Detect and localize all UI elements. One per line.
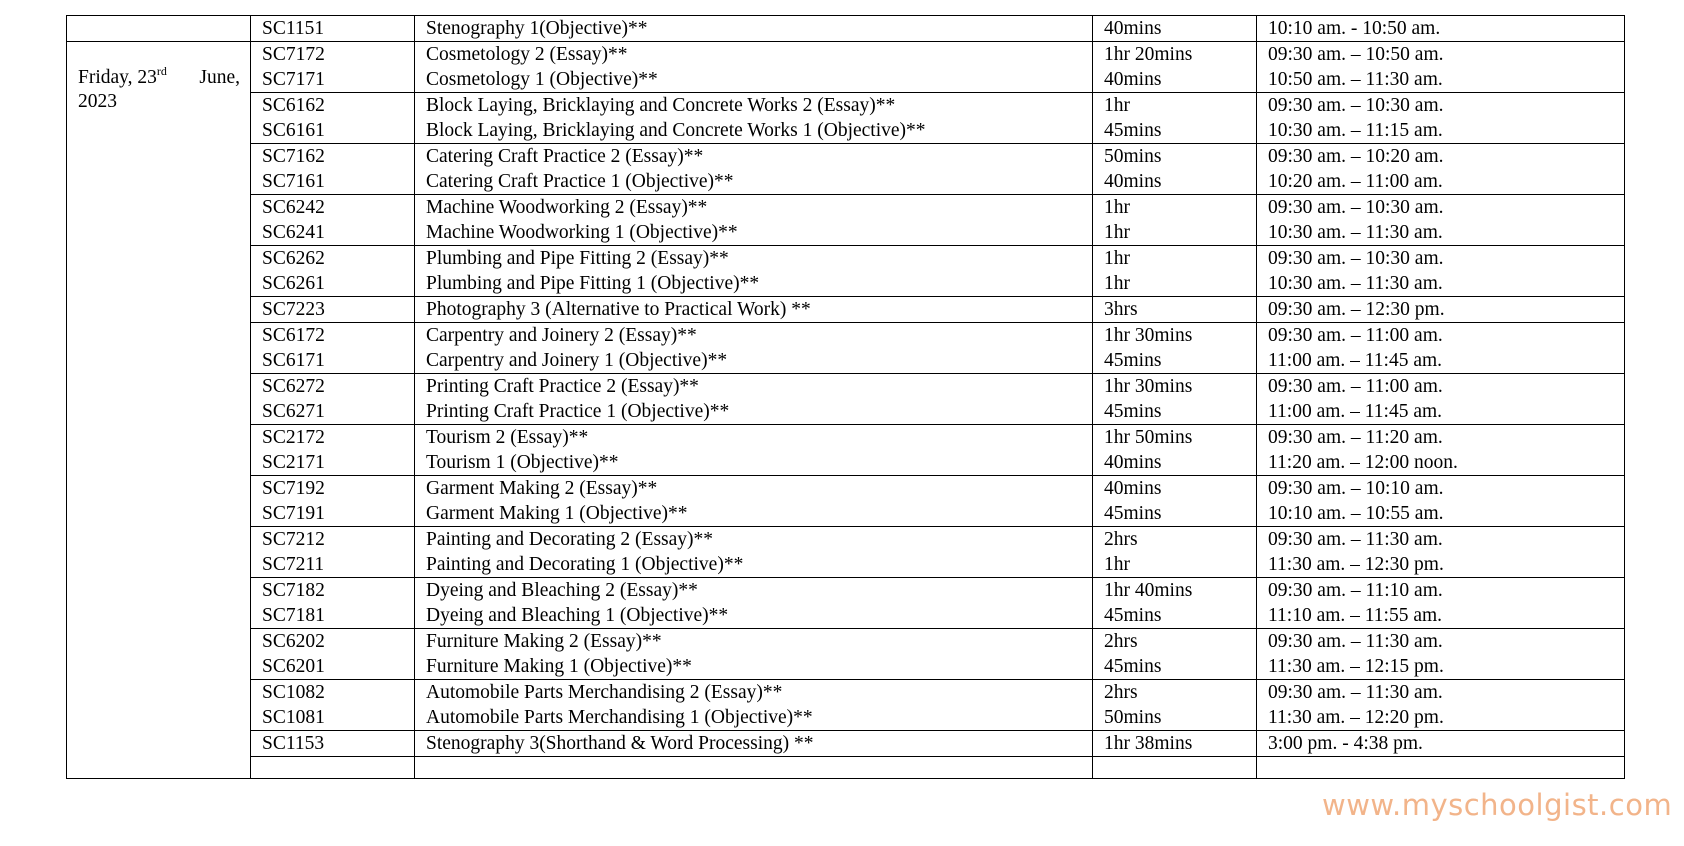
paper-time: 10:20 am. – 11:00 am. bbox=[1268, 171, 1443, 192]
exam-day-year: 2023 bbox=[78, 91, 117, 112]
paper-time: 3:00 pm. - 4:38 pm. bbox=[1268, 733, 1423, 754]
paper-time: 11:30 am. – 12:30 pm. bbox=[1268, 554, 1444, 575]
duration-cell bbox=[1093, 144, 1257, 195]
paper-title: Catering Craft Practice 1 (Objective)** bbox=[426, 171, 734, 192]
paper-duration: 2hrs bbox=[1104, 529, 1138, 550]
time-cell bbox=[1257, 323, 1625, 374]
paper-time: 11:00 am. – 11:45 am. bbox=[1268, 350, 1443, 371]
table-row bbox=[67, 42, 1625, 93]
paper-time: 09:30 am. – 11:00 am. bbox=[1268, 376, 1443, 397]
exam-day-cell bbox=[67, 42, 251, 779]
paper-code: SC6241 bbox=[262, 222, 325, 243]
duration-cell bbox=[1093, 297, 1257, 323]
paper-code-cell bbox=[251, 93, 415, 144]
table-row bbox=[67, 195, 1625, 246]
paper-time: 09:30 am. – 11:30 am. bbox=[1268, 631, 1443, 652]
paper-title: Garment Making 2 (Essay)** bbox=[426, 478, 658, 499]
paper-duration: 1hr bbox=[1104, 248, 1130, 269]
paper-time: 10:10 am. - 10:50 am. bbox=[1268, 18, 1441, 39]
paper-duration: 40mins bbox=[1104, 18, 1162, 39]
time-cell bbox=[1257, 144, 1625, 195]
duration-cell bbox=[1093, 195, 1257, 246]
paper-duration: 40mins bbox=[1104, 69, 1162, 90]
paper-title: Tourism 2 (Essay)** bbox=[426, 427, 589, 448]
paper-title-cell bbox=[415, 527, 1093, 578]
paper-title-cell bbox=[415, 42, 1093, 93]
paper-duration: 50mins bbox=[1104, 146, 1162, 167]
duration-cell bbox=[1093, 246, 1257, 297]
duration-cell bbox=[1093, 731, 1257, 757]
paper-title: Cosmetology 2 (Essay)** bbox=[426, 44, 628, 65]
paper-time: 10:30 am. – 11:15 am. bbox=[1268, 120, 1443, 141]
paper-code: SC6272 bbox=[262, 376, 325, 397]
table-row bbox=[67, 680, 1625, 731]
time-cell bbox=[1257, 476, 1625, 527]
paper-code-cell bbox=[251, 374, 415, 425]
paper-time: 10:30 am. – 11:30 am. bbox=[1268, 222, 1443, 243]
paper-title-cell bbox=[415, 323, 1093, 374]
paper-code: SC1082 bbox=[262, 682, 325, 703]
paper-duration: 1hr 30mins bbox=[1104, 376, 1193, 397]
exam-day-suffix: rd bbox=[156, 64, 167, 78]
paper-time: 09:30 am. – 11:30 am. bbox=[1268, 529, 1443, 550]
paper-duration: 3hrs bbox=[1104, 299, 1138, 320]
paper-code-cell bbox=[251, 323, 415, 374]
time-cell bbox=[1257, 374, 1625, 425]
table-row bbox=[67, 629, 1625, 680]
paper-code-cell bbox=[251, 527, 415, 578]
time-cell bbox=[1257, 195, 1625, 246]
paper-code: SC2172 bbox=[262, 427, 325, 448]
paper-time: 09:30 am. – 10:20 am. bbox=[1268, 146, 1444, 167]
paper-code-cell bbox=[251, 246, 415, 297]
paper-time: 09:30 am. – 11:00 am. bbox=[1268, 325, 1443, 346]
paper-title: Plumbing and Pipe Fitting 2 (Essay)** bbox=[426, 248, 729, 269]
paper-title: Catering Craft Practice 2 (Essay)** bbox=[426, 146, 704, 167]
paper-duration: 45mins bbox=[1104, 401, 1162, 422]
paper-duration: 45mins bbox=[1104, 350, 1162, 371]
paper-title: Automobile Parts Merchandising 2 (Essay)** bbox=[426, 682, 783, 703]
table-row bbox=[67, 93, 1625, 144]
paper-title: Carpentry and Joinery 1 (Objective)** bbox=[426, 350, 728, 371]
paper-code: SC1151 bbox=[262, 18, 325, 39]
paper-duration: 1hr bbox=[1104, 554, 1130, 575]
paper-title: Stenography 1(Objective)** bbox=[426, 18, 648, 39]
paper-duration: 45mins bbox=[1104, 503, 1162, 524]
duration-cell bbox=[1093, 93, 1257, 144]
paper-title: Machine Woodworking 1 (Objective)** bbox=[426, 222, 738, 243]
paper-title: Cosmetology 1 (Objective)** bbox=[426, 69, 658, 90]
paper-time: 09:30 am. – 10:50 am. bbox=[1268, 44, 1444, 65]
paper-title: Furniture Making 1 (Objective)** bbox=[426, 656, 692, 677]
paper-code: SC7223 bbox=[262, 299, 325, 320]
paper-time: 09:30 am. – 11:10 am. bbox=[1268, 580, 1443, 601]
table-row bbox=[67, 425, 1625, 476]
paper-code: SC6242 bbox=[262, 197, 325, 218]
paper-title-cell bbox=[415, 680, 1093, 731]
paper-code-cell bbox=[251, 629, 415, 680]
paper-duration: 45mins bbox=[1104, 605, 1162, 626]
paper-title-cell bbox=[415, 374, 1093, 425]
paper-code: SC6271 bbox=[262, 401, 325, 422]
site-watermark: www.myschoolgist.com bbox=[1322, 788, 1673, 822]
paper-duration: 45mins bbox=[1104, 120, 1162, 141]
paper-duration: 1hr 50mins bbox=[1104, 427, 1193, 448]
paper-code: SC6161 bbox=[262, 120, 325, 141]
exam-day-line bbox=[78, 66, 240, 90]
paper-time: 10:10 am. – 10:55 am. bbox=[1268, 503, 1444, 524]
paper-duration: 40mins bbox=[1104, 171, 1162, 192]
duration-cell bbox=[1093, 42, 1257, 93]
paper-code: SC7181 bbox=[262, 605, 325, 626]
duration-cell bbox=[1093, 16, 1257, 42]
table-row-empty bbox=[67, 757, 1625, 779]
paper-time: 11:30 am. – 12:15 pm. bbox=[1268, 656, 1444, 677]
paper-time: 10:30 am. – 11:30 am. bbox=[1268, 273, 1443, 294]
paper-duration: 50mins bbox=[1104, 707, 1162, 728]
paper-time: 11:30 am. – 12:20 pm. bbox=[1268, 707, 1444, 728]
paper-time: 09:30 am. – 11:30 am. bbox=[1268, 682, 1443, 703]
paper-code: SC7161 bbox=[262, 171, 325, 192]
duration-cell bbox=[1093, 680, 1257, 731]
exam-day-date bbox=[78, 66, 167, 90]
paper-code: SC6261 bbox=[262, 273, 325, 294]
paper-code-cell bbox=[251, 16, 415, 42]
paper-time: 11:20 am. – 12:00 noon. bbox=[1268, 452, 1458, 473]
paper-title-cell bbox=[415, 246, 1093, 297]
paper-time: 09:30 am. – 12:30 pm. bbox=[1268, 299, 1445, 320]
paper-title-cell bbox=[415, 578, 1093, 629]
paper-code: SC7191 bbox=[262, 503, 325, 524]
paper-code-cell bbox=[251, 42, 415, 93]
exam-timetable bbox=[66, 15, 1625, 779]
paper-title: Machine Woodworking 2 (Essay)** bbox=[426, 197, 708, 218]
paper-code: SC7162 bbox=[262, 146, 325, 167]
table-row bbox=[67, 527, 1625, 578]
paper-title-cell bbox=[415, 195, 1093, 246]
time-cell bbox=[1257, 42, 1625, 93]
paper-title-cell bbox=[415, 144, 1093, 195]
table-row bbox=[67, 144, 1625, 195]
paper-title: Garment Making 1 (Objective)** bbox=[426, 503, 688, 524]
paper-code: SC6172 bbox=[262, 325, 325, 346]
paper-title: Block Laying, Bricklaying and Concrete Works 2 (Essay)** bbox=[426, 95, 896, 116]
paper-title: Painting and Decorating 1 (Objective)** bbox=[426, 554, 744, 575]
paper-duration: 40mins bbox=[1104, 452, 1162, 473]
paper-time: 09:30 am. – 10:10 am. bbox=[1268, 478, 1444, 499]
table-row bbox=[67, 246, 1625, 297]
paper-code-cell bbox=[251, 680, 415, 731]
paper-time: 11:00 am. – 11:45 am. bbox=[1268, 401, 1443, 422]
paper-duration: 1hr 40mins bbox=[1104, 580, 1193, 601]
exam-day-month: June, bbox=[199, 67, 240, 88]
paper-title-cell bbox=[415, 425, 1093, 476]
paper-duration: 1hr bbox=[1104, 197, 1130, 218]
paper-code: SC7171 bbox=[262, 69, 325, 90]
table-row bbox=[67, 297, 1625, 323]
paper-title-cell bbox=[415, 16, 1093, 42]
paper-duration: 1hr 30mins bbox=[1104, 325, 1193, 346]
paper-duration: 2hrs bbox=[1104, 631, 1138, 652]
paper-code-cell bbox=[251, 578, 415, 629]
paper-title: Printing Craft Practice 2 (Essay)** bbox=[426, 376, 699, 397]
paper-code: SC1081 bbox=[262, 707, 325, 728]
empty-cell bbox=[251, 757, 415, 779]
time-cell bbox=[1257, 297, 1625, 323]
paper-title: Furniture Making 2 (Essay)** bbox=[426, 631, 662, 652]
paper-time: 09:30 am. – 10:30 am. bbox=[1268, 95, 1444, 116]
paper-title: Photography 3 (Alternative to Practical Work) ** bbox=[426, 299, 811, 320]
table-row bbox=[67, 323, 1625, 374]
paper-code-cell bbox=[251, 476, 415, 527]
paper-duration: 1hr 20mins bbox=[1104, 44, 1193, 65]
paper-code: SC7211 bbox=[262, 554, 325, 575]
paper-title: Plumbing and Pipe Fitting 1 (Objective)** bbox=[426, 273, 760, 294]
table-row bbox=[67, 578, 1625, 629]
time-cell bbox=[1257, 16, 1625, 42]
paper-time: 10:50 am. – 11:30 am. bbox=[1268, 69, 1443, 90]
paper-title-cell bbox=[415, 731, 1093, 757]
time-cell bbox=[1257, 246, 1625, 297]
paper-code: SC6262 bbox=[262, 248, 325, 269]
time-cell bbox=[1257, 578, 1625, 629]
paper-title: Automobile Parts Merchandising 1 (Objective)** bbox=[426, 707, 813, 728]
paper-duration: 1hr bbox=[1104, 273, 1130, 294]
time-cell bbox=[1257, 629, 1625, 680]
duration-cell bbox=[1093, 527, 1257, 578]
paper-title-cell bbox=[415, 476, 1093, 527]
time-cell bbox=[1257, 731, 1625, 757]
timetable-sheet bbox=[66, 15, 1625, 779]
day-cell-empty bbox=[67, 16, 251, 42]
paper-duration: 45mins bbox=[1104, 656, 1162, 677]
paper-title: Stenography 3(Shorthand & Word Processing) ** bbox=[426, 733, 814, 754]
paper-code-cell bbox=[251, 731, 415, 757]
paper-code: SC7172 bbox=[262, 44, 325, 65]
time-cell bbox=[1257, 425, 1625, 476]
duration-cell bbox=[1093, 425, 1257, 476]
exam-day bbox=[78, 66, 240, 114]
time-cell bbox=[1257, 680, 1625, 731]
paper-duration: 1hr 38mins bbox=[1104, 733, 1193, 754]
paper-title: Printing Craft Practice 1 (Objective)** bbox=[426, 401, 730, 422]
time-cell bbox=[1257, 93, 1625, 144]
paper-code: SC6171 bbox=[262, 350, 325, 371]
exam-day-weekday: Friday, 23 bbox=[78, 67, 157, 88]
paper-duration: 40mins bbox=[1104, 478, 1162, 499]
paper-time: 09:30 am. – 10:30 am. bbox=[1268, 248, 1444, 269]
paper-title: Dyeing and Bleaching 2 (Essay)** bbox=[426, 580, 698, 601]
empty-cell bbox=[1257, 757, 1625, 779]
paper-time: 09:30 am. – 10:30 am. bbox=[1268, 197, 1444, 218]
table-row bbox=[67, 476, 1625, 527]
paper-code: SC7182 bbox=[262, 580, 325, 601]
empty-cell bbox=[1093, 757, 1257, 779]
table-row bbox=[67, 731, 1625, 757]
paper-time: 09:30 am. – 11:20 am. bbox=[1268, 427, 1443, 448]
paper-code-cell bbox=[251, 425, 415, 476]
paper-code: SC1153 bbox=[262, 733, 325, 754]
empty-cell bbox=[415, 757, 1093, 779]
paper-title-cell bbox=[415, 629, 1093, 680]
paper-title: Tourism 1 (Objective)** bbox=[426, 452, 619, 473]
paper-title-cell bbox=[415, 93, 1093, 144]
paper-title: Carpentry and Joinery 2 (Essay)** bbox=[426, 325, 697, 346]
paper-code: SC6201 bbox=[262, 656, 325, 677]
paper-code-cell bbox=[251, 195, 415, 246]
paper-title: Painting and Decorating 2 (Essay)** bbox=[426, 529, 714, 550]
paper-code: SC7192 bbox=[262, 478, 325, 499]
paper-code-cell bbox=[251, 297, 415, 323]
paper-duration: 2hrs bbox=[1104, 682, 1138, 703]
duration-cell bbox=[1093, 629, 1257, 680]
table-row bbox=[67, 16, 1625, 42]
paper-duration: 1hr bbox=[1104, 222, 1130, 243]
paper-title: Dyeing and Bleaching 1 (Objective)** bbox=[426, 605, 729, 626]
duration-cell bbox=[1093, 374, 1257, 425]
paper-time: 11:10 am. – 11:55 am. bbox=[1268, 605, 1443, 626]
duration-cell bbox=[1093, 323, 1257, 374]
paper-code-cell bbox=[251, 144, 415, 195]
paper-title: Block Laying, Bricklaying and Concrete Works 1 (Objective)** bbox=[426, 120, 926, 141]
paper-code: SC6162 bbox=[262, 95, 325, 116]
time-cell bbox=[1257, 527, 1625, 578]
paper-code: SC7212 bbox=[262, 529, 325, 550]
table-row bbox=[67, 374, 1625, 425]
paper-duration: 1hr bbox=[1104, 95, 1130, 116]
paper-title-cell bbox=[415, 297, 1093, 323]
paper-code: SC6202 bbox=[262, 631, 325, 652]
duration-cell bbox=[1093, 578, 1257, 629]
duration-cell bbox=[1093, 476, 1257, 527]
paper-code: SC2171 bbox=[262, 452, 325, 473]
